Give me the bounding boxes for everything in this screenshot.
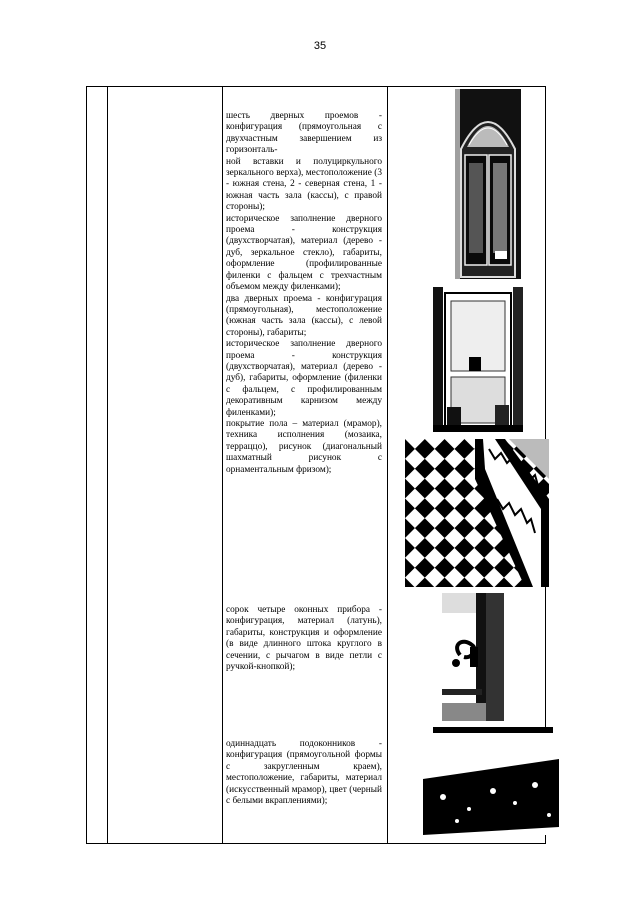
sills-description [226, 739, 382, 807]
windows-description [226, 605, 382, 673]
table-column-divider [222, 87, 223, 843]
description-paragraph: историческое заполнение дверного проема - конструкция (двухстворчатая), материал (дерево - дуб), габариты, оформление (филенки с фальцем, с профилированным декоративным карнизом между филенками); [226, 339, 382, 418]
table-column-divider [387, 87, 388, 843]
description-paragraph: сорок четыре оконных прибора - конфигурация, материал (латунь), габариты, конструкция и оформление (в виде длинного штока круглого в сечении, с рычагом в виде петли с ручкой-кнопкой); [226, 605, 382, 673]
window-fitting-photo [442, 593, 504, 721]
doors-description [226, 111, 382, 476]
description-paragraph: историческое заполнение дверного проема - конструкция (двухстворчатая), материал (дерево - дуб, зеркальное стекло), габариты, оформление (профилированные филенки с фальцем с трехчастным объемом между филенками); [226, 213, 382, 293]
description-paragraph: одиннадцать подоконников - конфигурация (прямоугольной формы с закругленным краем), местоположение, габариты, материал (искусственный мрамор), цвет (черный с белыми вкраплениями); [226, 739, 382, 807]
mosaic-floor-photo [405, 439, 549, 587]
arched-mirror-door-photo [455, 89, 521, 279]
page-number: 35 [313, 40, 327, 52]
document-table [86, 86, 546, 844]
description-paragraph: покрытие пола – материал (мрамор), техника исполнения (мозаика, терраццо), рисунок (диагональный шахматный рисунок с орнаментальным фризом); [226, 418, 382, 475]
description-paragraph: ной вставки и полуциркульного зеркального верха), местоположение (3 - южная стена, 2 - северная стена, 1 - южная часть зала (кассы), с правой стороны); [226, 156, 382, 213]
window-sill-photo [423, 727, 559, 835]
description-paragraph: шесть дверных проемов - конфигурация (прямоугольная с двухчастным завершением из горизонталь- [226, 111, 382, 156]
paneled-oak-door-photo [433, 287, 523, 432]
description-paragraph: два дверных проема - конфигурация (прямоугольная), местоположение (южная часть зала (кассы), с левой стороны), габариты; [226, 293, 382, 338]
table-column-divider [107, 87, 108, 843]
